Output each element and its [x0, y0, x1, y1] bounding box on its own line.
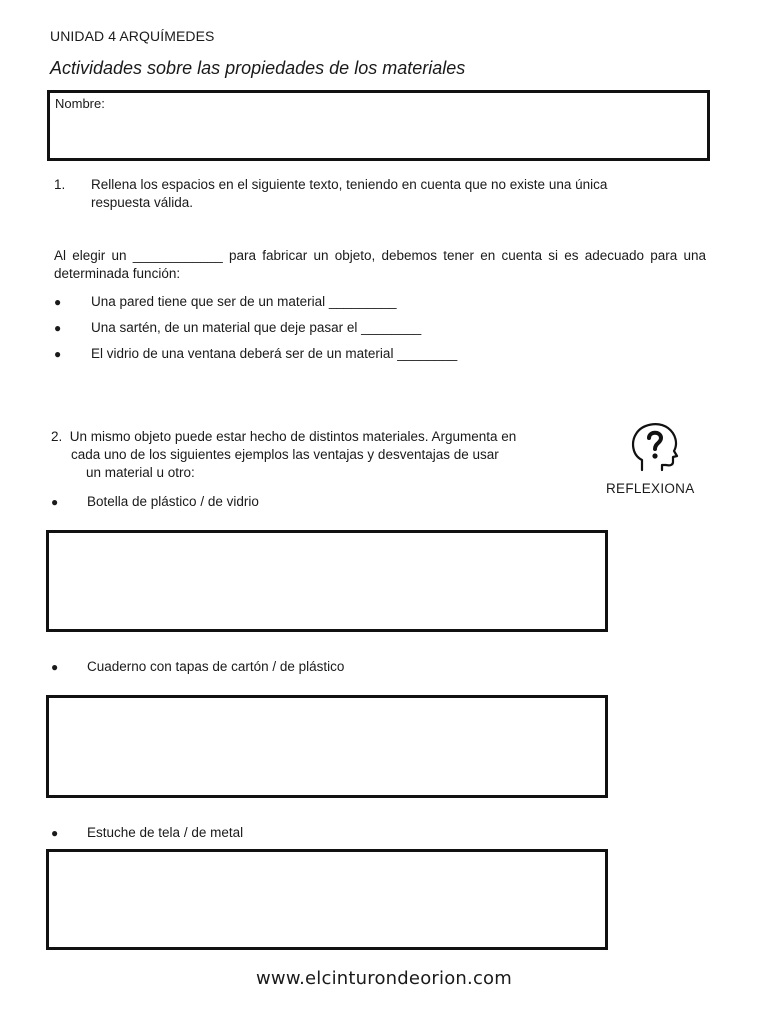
- bullet-icon: ●: [51, 826, 59, 840]
- bullet-icon: ●: [54, 295, 62, 309]
- name-label: Nombre:: [55, 96, 105, 111]
- question-2-line-1: Un mismo objeto puede estar hecho de distintos materiales. Argumenta en: [69, 429, 517, 444]
- bullet-icon: ●: [51, 495, 59, 509]
- bullet-icon: ●: [54, 321, 62, 335]
- item-label-3: Estuche de tela / de metal: [87, 825, 244, 840]
- question-1-instruction: [91, 176, 711, 212]
- fill-in-item-2: Una sartén, de un material que deje pasar el ________: [91, 320, 422, 335]
- page-title: Actividades sobre las propiedades de los materiales: [50, 58, 466, 78]
- item-label-1: Botella de plástico / de vidrio: [87, 494, 259, 509]
- answer-box-3[interactable]: [46, 849, 608, 950]
- question-2-line-3: un material u otro:: [86, 465, 195, 480]
- name-field[interactable]: [47, 90, 710, 161]
- fill-in-paragraph: Al elegir un ____________ para fabricar un objeto, debemos tener en cuenta si es adecuado para una determinada función:: [54, 248, 706, 281]
- website-link[interactable]: www.elcinturondeorion.com: [255, 968, 512, 989]
- question-1-line-1: Rellena los espacios en el siguiente texto, teniendo en cuenta que no existe una única: [91, 177, 608, 192]
- bullet-icon: ●: [54, 347, 62, 361]
- bullet-icon: ●: [51, 660, 59, 674]
- question-1-number: 1.: [54, 177, 66, 192]
- item-label-2: Cuaderno con tapas de cartón / de plástico: [87, 659, 345, 674]
- fill-in-item-3: El vidrio de una ventana deberá ser de un material ________: [91, 346, 458, 361]
- question-2-line-2: cada uno de los siguientes ejemplos las ventajas y desventajas de usar: [71, 447, 499, 462]
- answer-box-2[interactable]: [46, 695, 608, 798]
- reflect-label: REFLEXIONA: [606, 481, 695, 496]
- question-2-number: 2.: [51, 429, 63, 444]
- head-question-icon: [626, 420, 682, 474]
- unit-heading: UNIDAD 4 ARQUÍMEDES: [50, 28, 215, 44]
- question-1-line-2: respuesta válida.: [91, 195, 194, 210]
- question-2-text: [51, 428, 596, 482]
- fill-in-item-1: Una pared tiene que ser de un material _________: [91, 294, 397, 309]
- answer-box-1[interactable]: [46, 530, 608, 632]
